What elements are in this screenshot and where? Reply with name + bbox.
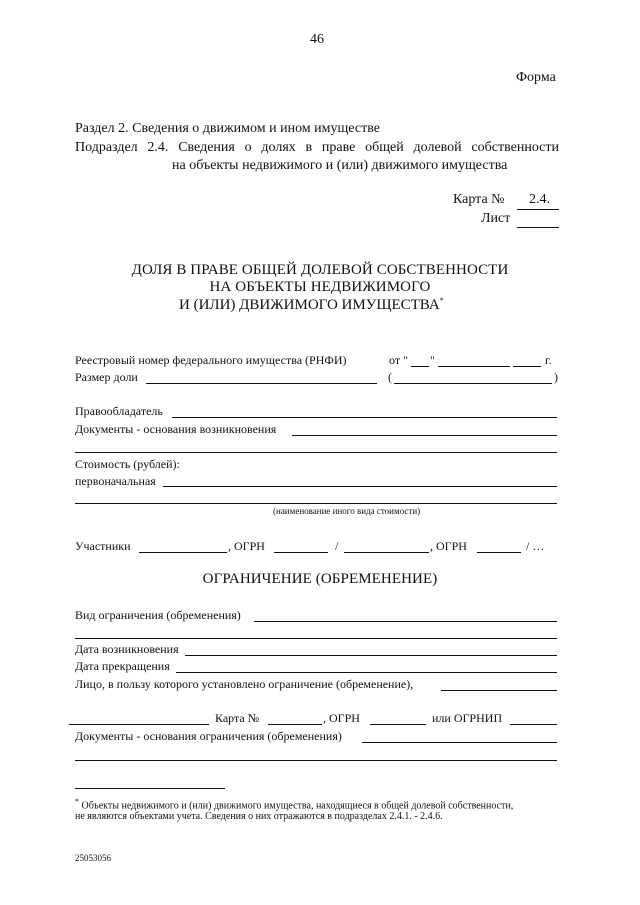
restriction-docs-label: Документы - основания ограничения (обременения) bbox=[75, 729, 342, 743]
share-size-field[interactable] bbox=[146, 383, 377, 384]
restriction-ogrnip-label: или ОГРНИП bbox=[432, 711, 503, 725]
share-paren-open: ( bbox=[388, 370, 392, 384]
holder-label: Правообладатель bbox=[75, 404, 163, 418]
title-footnote-mark: * bbox=[439, 296, 444, 305]
date-from-label: от " bbox=[389, 353, 408, 367]
restriction-kind-label: Вид ограничения (обременения) bbox=[75, 608, 241, 622]
sheet-number-field[interactable] bbox=[517, 227, 559, 228]
page-number: 46 bbox=[310, 32, 324, 47]
title-line-2: НА ОБЪЕКТЫ НЕДВИЖИМОГО bbox=[209, 279, 431, 295]
date-quote-close: " bbox=[430, 353, 435, 367]
title-line-3 bbox=[179, 296, 444, 314]
restriction-docs-field-cont[interactable] bbox=[75, 760, 557, 761]
share-size-text-field[interactable] bbox=[394, 383, 552, 384]
subsection-heading-line2: на объекты недвижимого и (или) движимого имущества bbox=[172, 158, 508, 173]
ogrn-2-label: , ОГРН bbox=[430, 539, 467, 553]
date-start-label: Дата возникновения bbox=[75, 642, 179, 656]
date-day-field[interactable] bbox=[411, 366, 429, 367]
date-start-field[interactable] bbox=[185, 655, 557, 656]
docs-origin-field-cont[interactable] bbox=[75, 452, 557, 453]
holder-field[interactable] bbox=[172, 417, 557, 418]
docs-origin-field[interactable] bbox=[292, 435, 557, 436]
card-number-underline bbox=[517, 209, 559, 210]
date-month-field[interactable] bbox=[438, 366, 510, 367]
participant-2-field[interactable] bbox=[344, 552, 429, 553]
cost-label: Стоимость (рублей): bbox=[75, 457, 180, 471]
ogrn-1-field[interactable] bbox=[274, 552, 328, 553]
restriction-card-field[interactable] bbox=[268, 724, 322, 725]
restriction-heading: ОГРАНИЧЕНИЕ (ОБРЕМЕНЕНИЕ) bbox=[202, 571, 438, 587]
initial-cost-label: первоначальная bbox=[75, 474, 156, 488]
participant-1-field[interactable] bbox=[139, 552, 227, 553]
beneficiary-name-field[interactable] bbox=[69, 724, 209, 725]
restriction-ogrnip-field[interactable] bbox=[510, 724, 557, 725]
ogrn-1-label: , ОГРН bbox=[228, 539, 265, 553]
title-line-3-text: И (ИЛИ) ДВИЖИМОГО ИМУЩЕСТВА bbox=[179, 297, 440, 313]
footnote-line-1-text: Объекты недвижимого и (или) движимого имущества, находящиеся в общей долевой собственности, bbox=[81, 800, 514, 812]
other-cost-field[interactable] bbox=[75, 503, 557, 504]
share-paren-close: ) bbox=[554, 370, 558, 384]
other-cost-caption: (наименование иного вида стоимости) bbox=[273, 506, 421, 516]
restriction-ogrn-label: , ОГРН bbox=[323, 711, 360, 725]
share-size-label: Размер доли bbox=[75, 370, 138, 384]
footnote-separator bbox=[75, 788, 225, 789]
restriction-card-label: Карта № bbox=[215, 711, 260, 725]
slash-ellipsis: / … bbox=[526, 539, 545, 553]
title-line-1: ДОЛЯ В ПРАВЕ ОБЩЕЙ ДОЛЕВОЙ СОБСТВЕННОСТИ bbox=[131, 262, 509, 278]
year-suffix: г. bbox=[545, 353, 552, 367]
date-year-field[interactable] bbox=[513, 366, 541, 367]
footnote-line-2: не являются объектами учета. Сведения о них отражаются в подразделах 2.4.1. - 2.4.6. bbox=[75, 811, 443, 822]
form-label: Форма bbox=[516, 70, 556, 85]
rnfi-label: Реестровый номер федерального имущества (РНФИ) bbox=[75, 353, 347, 367]
sheet-label: Лист bbox=[481, 211, 511, 226]
beneficiary-label: Лицо, в пользу которого установлено ограничение (обременение), bbox=[75, 677, 414, 691]
date-end-field[interactable] bbox=[176, 672, 557, 673]
slash-1: / bbox=[335, 539, 339, 553]
document-code: 25053056 bbox=[75, 853, 111, 863]
initial-cost-field[interactable] bbox=[163, 486, 557, 487]
restriction-docs-field[interactable] bbox=[362, 742, 557, 743]
date-end-label: Дата прекращения bbox=[75, 659, 170, 673]
card-label: Карта № bbox=[453, 192, 505, 207]
footnote-mark: * bbox=[75, 797, 79, 806]
restriction-kind-field[interactable] bbox=[254, 621, 557, 622]
restriction-kind-field-cont[interactable] bbox=[75, 638, 557, 639]
card-number: 2.4. bbox=[529, 192, 550, 207]
subsection-heading-line1: Подраздел 2.4. Сведения о долях в праве общей долевой собственности bbox=[75, 140, 559, 155]
participants-label: Участники bbox=[75, 539, 131, 553]
ogrn-2-field[interactable] bbox=[477, 552, 521, 553]
section-heading: Раздел 2. Сведения о движимом и ином имуществе bbox=[75, 121, 380, 136]
beneficiary-field[interactable] bbox=[441, 690, 557, 691]
restriction-ogrn-field[interactable] bbox=[370, 724, 426, 725]
docs-origin-label: Документы - основания возникновения bbox=[75, 422, 277, 436]
